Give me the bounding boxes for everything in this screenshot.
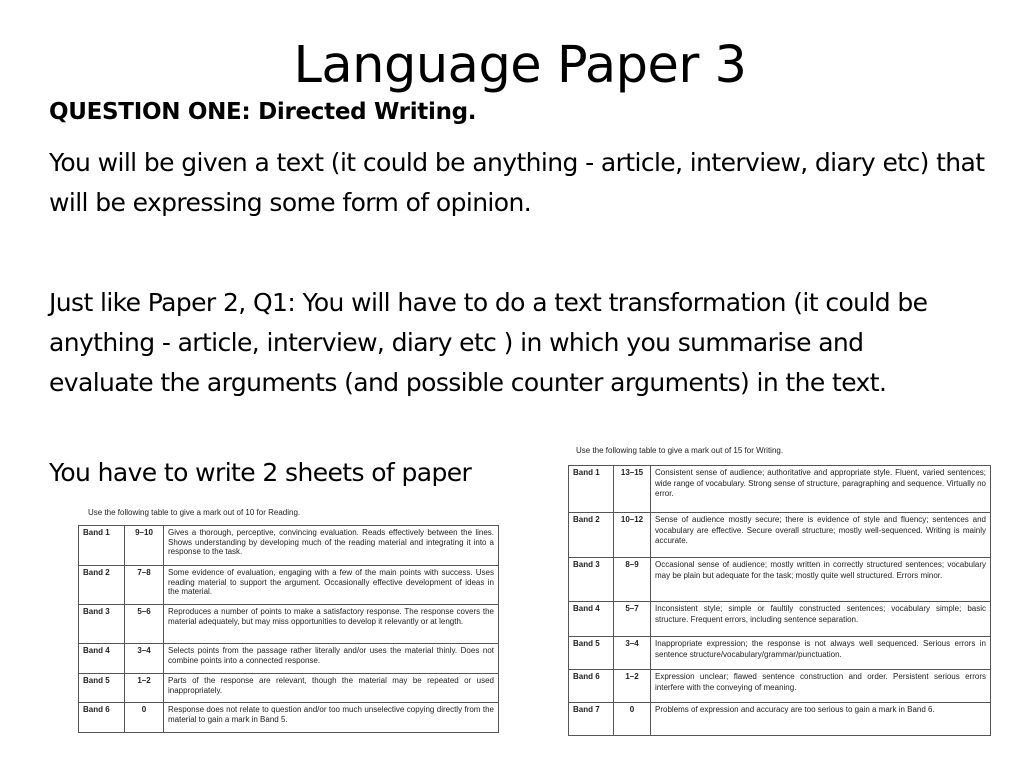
descriptor-cell: Sense of audience mostly secure; there is evidence of style and fluency; sentences and vocabulary are effective. Secure overall structure; mostly well-sequenced. Writing is mainly accurate. [651,513,991,558]
band-cell: Band 4 [79,644,125,674]
descriptor-cell: Consistent sense of audience; authoritative and appropriate style. Fluent, varied sentences; wide range of vocabulary. Strong sense of structure, paragraphing and sequence. Virtually no error. [651,466,991,513]
mark-range-cell: 9–10 [125,526,164,566]
band-cell: Band 7 [569,703,614,736]
band-cell: Band 3 [79,605,125,644]
table-row [569,466,991,513]
descriptor-cell: Some evidence of evaluation, engaging with a few of the main points with success. Uses reading material to support the argument. Occasionally effective development of ideas in the material. [164,566,499,605]
table-row [79,526,499,566]
descriptor-cell: Inconsistent style; simple or faultily constructed sentences; vocabulary simple; basic structure. Frequent errors, including sentence separation. [651,602,991,637]
mark-range-cell: 0 [614,703,651,736]
mark-range-cell: 1–2 [125,674,164,703]
band-cell: Band 6 [569,670,614,703]
table-row [569,513,991,558]
writing-table-caption: Use the following table to give a mark out of 15 for Writing. [576,446,784,455]
descriptor-cell: Parts of the response are relevant, though the material may be repeated or used inappropriately. [164,674,499,703]
slide-title: Language Paper 3 [293,36,747,95]
mark-range-cell: 5–6 [125,605,164,644]
mark-range-cell: 10–12 [614,513,651,558]
reading-table-caption: Use the following table to give a mark out of 10 for Reading. [88,508,301,517]
band-cell: Band 5 [569,637,614,670]
table-row [569,670,991,703]
mark-range-cell: 3–4 [125,644,164,674]
table-row [79,566,499,605]
mark-range-cell: 5–7 [614,602,651,637]
table-row [79,703,499,733]
question-heading: QUESTION ONE: Directed Writing. [49,99,477,125]
descriptor-cell: Occasional sense of audience; mostly written in correctly structured sentences; vocabulary may be plain but adequate for the task; mostly quite well structured. Errors minor. [651,558,991,602]
mark-range-cell: 3–4 [614,637,651,670]
reading-mark-table [78,525,499,733]
mark-range-cell: 0 [125,703,164,733]
mark-range-cell: 1–2 [614,670,651,703]
descriptor-cell: Inappropriate expression; the response is not always well sequenced. Serious errors in sentence structure/vocabulary/grammar/punctuation. [651,637,991,670]
band-cell: Band 1 [79,526,125,566]
descriptor-cell: Expression unclear; flawed sentence construction and order. Persistent serious errors interfere with the conveying of meaning. [651,670,991,703]
band-cell: Band 5 [79,674,125,703]
paragraph-transformation: Just like Paper 2, Q1: You will have to do a text transformation (it could be anything - article, interview, diary etc ) in which you summarise and evaluate the arguments (and possible counter arguments) in the text. [49,288,928,397]
descriptor-cell: Reproduces a number of points to make a satisfactory response. The response covers the material adequately, but may miss opportunities to develop it relevantly or at length. [164,605,499,644]
table-row [79,644,499,674]
writing-mark-table [568,465,991,736]
paragraph-length: You have to write 2 sheets of paper [49,458,472,487]
band-cell: Band 3 [569,558,614,602]
table-row [569,558,991,602]
band-cell: Band 1 [569,466,614,513]
band-cell: Band 4 [569,602,614,637]
mark-range-cell: 13–15 [614,466,651,513]
descriptor-cell: Problems of expression and accuracy are too serious to gain a mark in Band 6. [651,703,991,736]
band-cell: Band 2 [79,566,125,605]
descriptor-cell: Selects points from the passage rather literally and/or uses the material thinly. Does not combine points into a connected response. [164,644,499,674]
band-cell: Band 6 [79,703,125,733]
table-row [79,605,499,644]
band-cell: Band 2 [569,513,614,558]
table-row [569,602,991,637]
descriptor-cell: Response does not relate to question and/or too much unselective copying directly from the material to gain a mark in Band 5. [164,703,499,733]
table-row [569,703,991,736]
mark-range-cell: 8–9 [614,558,651,602]
table-row [569,637,991,670]
table-row [79,674,499,703]
mark-range-cell: 7–8 [125,566,164,605]
paragraph-text-description: You will be given a text (it could be anything - article, interview, diary etc) that will be expressing some form of opinion. [49,148,985,217]
descriptor-cell: Gives a thorough, perceptive, convincing evaluation. Reads effectively between the lines. Shows understanding by developing much of the reading material and integrating it into a response to the task. [164,526,499,566]
